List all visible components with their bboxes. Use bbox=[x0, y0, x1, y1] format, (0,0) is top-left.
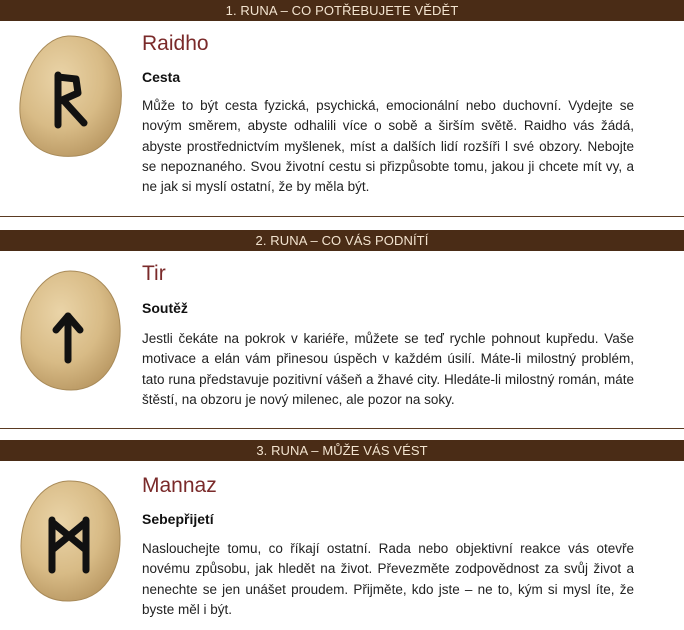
rune-subtitle: Cesta bbox=[142, 69, 181, 85]
section-header: 1. RUNA – CO POTŘEBUJETE VĚDĚT bbox=[0, 0, 684, 21]
rune-name: Mannaz bbox=[142, 474, 217, 497]
section-header: 2. RUNA – CO VÁS PODNÍTÍ bbox=[0, 230, 684, 251]
rune-section-2 bbox=[0, 230, 684, 430]
rune-name: Raidho bbox=[142, 32, 209, 55]
rune-subtitle: Sebepřijetí bbox=[142, 511, 214, 527]
rune-section-1 bbox=[0, 0, 684, 218]
rune-section-3 bbox=[0, 440, 684, 630]
rune-stone bbox=[18, 268, 123, 393]
section-divider bbox=[0, 216, 684, 217]
rune-description: Jestli čekáte na pokrok v kariéře, můžete se teď rychle pohnout kupředu. Vaše motivace a elán vám přinesou úspěch v každém úsilí. Máte-li milostný problém, tato runa představuje pozitivní vášeň a žhavé city. Hledáte-li milostný román, máte štěstí, na obzoru je nový milenec, ale pozor na soky. bbox=[142, 331, 634, 407]
rune-description: Může to být cesta fyzická, psychická, emocionální nebo duchovní. Vydejte se novým směrem, abyste odhalili více o sobě a širším světě. Raidho vás žádá, abyste prostřednictvím myšlenek, míst a dalších lidí rozšíři l své obzory. Nebojte se nepoznaného. Svou životní cestu si přizpůsobte tomu, jakou ji chcete mít vy, a ne jak si myslí ostatní, že by měla být. bbox=[142, 98, 634, 195]
section-header: 3. RUNA – MŮŽE VÁS VÉST bbox=[0, 440, 684, 461]
rune-subtitle: Soutěž bbox=[142, 300, 188, 316]
rune-stone bbox=[18, 478, 123, 603]
rune-stone bbox=[18, 33, 123, 158]
rune-description: Naslouchejte tomu, co říkají ostatní. Rada nebo objektivní reakce vás otevře novému způsobu, jak hledět na život. Převezměte zodpovědnost za svůj život a nenechte se jen unášet proudem. Přijměte, kdo jste – ne to, kým si mysl íte, že byste měl i být. bbox=[142, 541, 634, 617]
section-divider bbox=[0, 428, 684, 429]
rune-name: Tir bbox=[142, 262, 166, 285]
